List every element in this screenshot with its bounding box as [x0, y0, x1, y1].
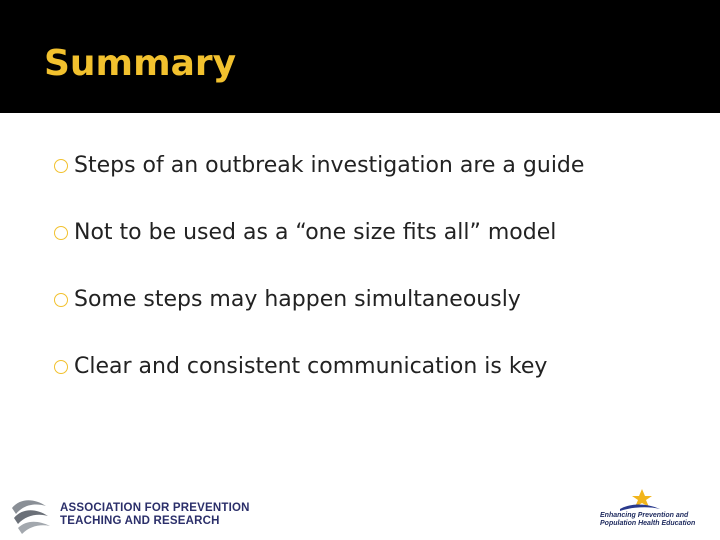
- bullet-text: Not to be used as a “one size fits all” model: [74, 220, 557, 245]
- slide-title: Summary: [44, 43, 237, 84]
- list-item: [54, 146, 694, 186]
- bullet-text: Some steps may happen simultaneously: [74, 287, 521, 312]
- title-bar: [0, 0, 720, 113]
- circle-outline-icon: [54, 360, 68, 374]
- circle-outline-icon: [54, 159, 68, 173]
- eppe-logo: [596, 487, 696, 533]
- logo-line-1: ASSOCIATION FOR PREVENTION: [60, 502, 250, 514]
- aptr-logo: [10, 494, 250, 536]
- logo-line-2: Population Health Education: [600, 520, 696, 527]
- bullet-list: [54, 146, 694, 414]
- bullet-text: Clear and consistent communication is key: [74, 354, 548, 379]
- circle-outline-icon: [54, 226, 68, 240]
- list-item: [54, 347, 694, 387]
- star-figure-icon: [618, 487, 662, 515]
- logo-line-2: TEACHING AND RESEARCH: [60, 515, 220, 527]
- circle-outline-icon: [54, 293, 68, 307]
- list-item: [54, 280, 694, 320]
- logo-line-1: Enhancing Prevention and: [600, 512, 689, 519]
- bullet-text: Steps of an outbreak investigation are a guide: [74, 153, 585, 178]
- list-item: [54, 213, 694, 253]
- wave-swoosh-icon: [10, 494, 52, 536]
